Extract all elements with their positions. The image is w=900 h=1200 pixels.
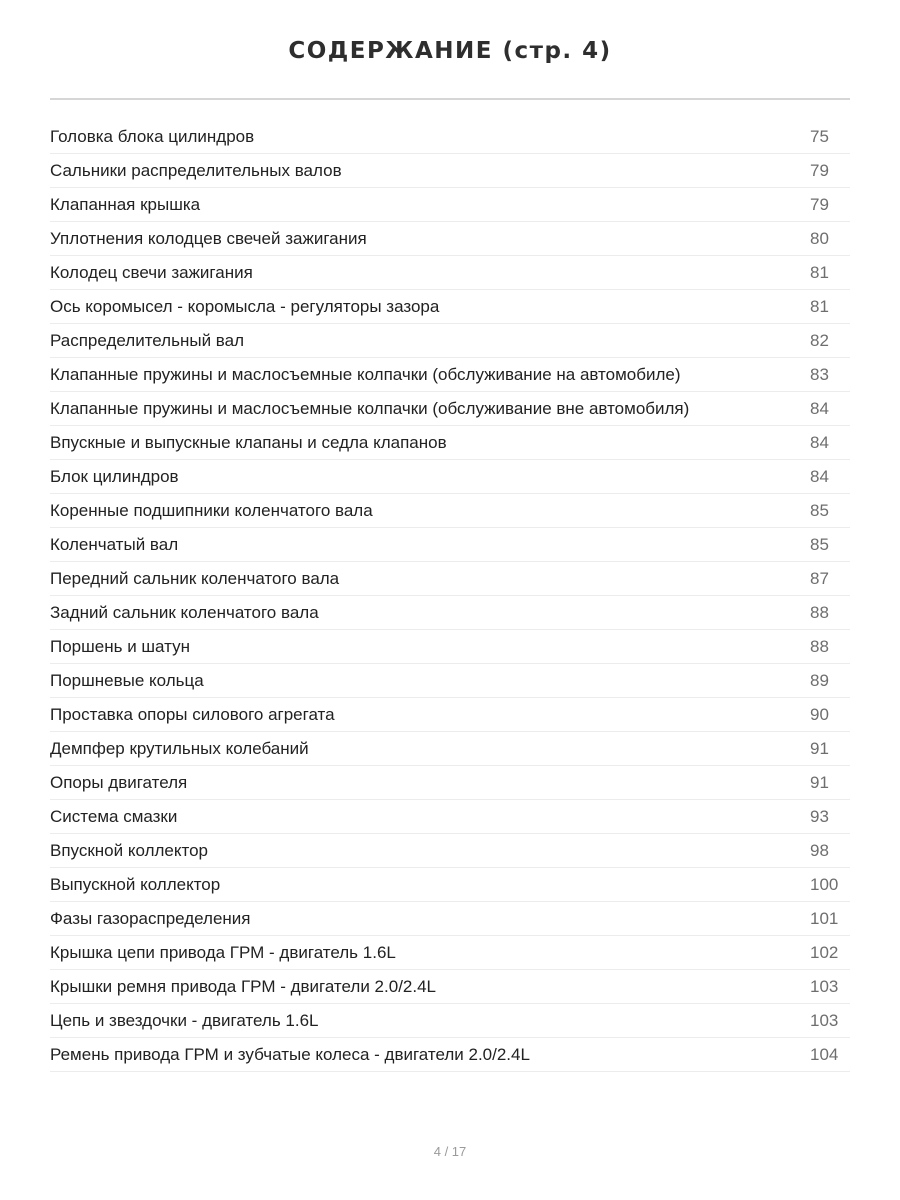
toc-entry[interactable] xyxy=(50,970,850,1004)
toc-entry-title: Клапанные пружины и маслосъемные колпачки (обслуживание вне автомобиля) xyxy=(50,398,690,418)
toc-entry[interactable] xyxy=(50,562,850,596)
toc-entry[interactable] xyxy=(50,256,850,290)
toc-entry-title: Крышки ремня привода ГРМ - двигатели 2.0/2.4L xyxy=(50,976,437,996)
toc-entry-title: Выпускной коллектор xyxy=(50,874,221,894)
toc-entry-title: Проставка опоры силового агрегата xyxy=(50,704,335,724)
toc-entry[interactable] xyxy=(50,664,850,698)
toc-entry-title: Цепь и звездочки - двигатель 1.6L xyxy=(50,1010,319,1030)
toc-entry-title: Коленчатый вал xyxy=(50,534,179,554)
toc-entry-page-number: 85 xyxy=(810,500,829,520)
toc-entry[interactable] xyxy=(50,1038,850,1072)
toc-entry-title: Демпфер крутильных колебаний xyxy=(50,738,309,758)
toc-entry[interactable] xyxy=(50,494,850,528)
toc-entry[interactable] xyxy=(50,154,850,188)
toc-entry-title: Распределительный вал xyxy=(50,330,244,350)
toc-entry-page-number: 85 xyxy=(810,534,829,554)
toc-entry-title: Ось коромысел - коромысла - регуляторы зазора xyxy=(50,296,440,316)
toc-entry-page-number: 90 xyxy=(810,704,829,724)
toc-entry[interactable] xyxy=(50,698,850,732)
toc-entry-title: Клапанные пружины и маслосъемные колпачки (обслуживание на автомобиле) xyxy=(50,364,681,384)
toc-entry-page-number: 104 xyxy=(810,1044,839,1064)
toc-entry-page-number: 91 xyxy=(810,772,829,792)
toc-entry-page-number: 102 xyxy=(810,942,839,962)
toc-entry-page-number: 81 xyxy=(810,296,829,316)
toc-entry-page-number: 84 xyxy=(810,398,829,418)
toc-entry[interactable] xyxy=(50,902,850,936)
toc-entry[interactable] xyxy=(50,426,850,460)
toc-entry-page-number: 83 xyxy=(810,364,829,384)
toc-entry[interactable] xyxy=(50,120,850,154)
page-title: СОДЕРЖАНИЕ (стр. 4) xyxy=(288,38,612,64)
toc-entry-title: Фазы газораспределения xyxy=(50,908,251,928)
toc-entry-page-number: 93 xyxy=(810,806,829,826)
toc-entry-title: Поршень и шатун xyxy=(50,636,190,656)
toc-entry[interactable] xyxy=(50,290,850,324)
toc-entry[interactable] xyxy=(50,630,850,664)
toc-entry-page-number: 89 xyxy=(810,670,829,690)
toc-entry-page-number: 81 xyxy=(810,262,829,282)
toc-entry-page-number: 91 xyxy=(810,738,829,758)
toc-entry-title: Поршневые кольца xyxy=(50,670,204,690)
toc-entry-title: Блок цилиндров xyxy=(50,466,179,486)
page-counter: 4 / 17 xyxy=(433,1144,467,1159)
toc-entry-title: Опоры двигателя xyxy=(50,772,188,792)
toc-entry-title: Сальники распределительных валов xyxy=(50,160,342,180)
toc-entry-page-number: 84 xyxy=(810,432,829,452)
toc-entry[interactable] xyxy=(50,766,850,800)
title-divider xyxy=(50,98,850,100)
toc-entry[interactable] xyxy=(50,188,850,222)
toc-entry-title: Коренные подшипники коленчатого вала xyxy=(50,500,373,520)
toc-entry-page-number: 101 xyxy=(810,908,839,928)
toc-entry-title: Клапанная крышка xyxy=(50,194,201,214)
table-of-contents xyxy=(50,120,850,1072)
toc-entry[interactable] xyxy=(50,732,850,766)
toc-entry-title: Передний сальник коленчатого вала xyxy=(50,568,340,588)
toc-entry-page-number: 88 xyxy=(810,602,829,622)
toc-entry-page-number: 103 xyxy=(810,976,839,996)
toc-entry[interactable] xyxy=(50,460,850,494)
toc-entry-page-number: 88 xyxy=(810,636,829,656)
toc-entry[interactable] xyxy=(50,1004,850,1038)
toc-entry[interactable] xyxy=(50,596,850,630)
toc-entry-page-number: 87 xyxy=(810,568,829,588)
toc-entry[interactable] xyxy=(50,222,850,256)
toc-entry[interactable] xyxy=(50,358,850,392)
toc-entry[interactable] xyxy=(50,392,850,426)
toc-entry[interactable] xyxy=(50,324,850,358)
toc-entry-page-number: 82 xyxy=(810,330,829,350)
toc-entry-title: Ремень привода ГРМ и зубчатые колеса - двигатели 2.0/2.4L xyxy=(50,1044,530,1064)
toc-entry-title: Задний сальник коленчатого вала xyxy=(50,602,319,622)
toc-entry-title: Головка блока цилиндров xyxy=(50,126,255,146)
toc-entry-page-number: 79 xyxy=(810,194,829,214)
toc-entry-title: Впускной коллектор xyxy=(50,840,208,860)
toc-entry[interactable] xyxy=(50,868,850,902)
toc-entry-page-number: 80 xyxy=(810,228,829,248)
toc-entry-page-number: 75 xyxy=(810,126,829,146)
toc-entry-title: Колодец свечи зажигания xyxy=(50,262,253,282)
toc-entry-title: Уплотнения колодцев свечей зажигания xyxy=(50,228,367,248)
toc-entry-title: Система смазки xyxy=(50,806,178,826)
toc-entry[interactable] xyxy=(50,800,850,834)
toc-entry[interactable] xyxy=(50,834,850,868)
toc-entry[interactable] xyxy=(50,936,850,970)
toc-entry-title: Впускные и выпускные клапаны и седла клапанов xyxy=(50,432,447,452)
toc-entry-title: Крышка цепи привода ГРМ - двигатель 1.6L xyxy=(50,942,396,962)
toc-entry[interactable] xyxy=(50,528,850,562)
toc-entry-page-number: 84 xyxy=(810,466,829,486)
toc-entry-page-number: 103 xyxy=(810,1010,839,1030)
toc-entry-page-number: 79 xyxy=(810,160,829,180)
toc-entry-page-number: 98 xyxy=(810,840,829,860)
toc-entry-page-number: 100 xyxy=(810,874,839,894)
